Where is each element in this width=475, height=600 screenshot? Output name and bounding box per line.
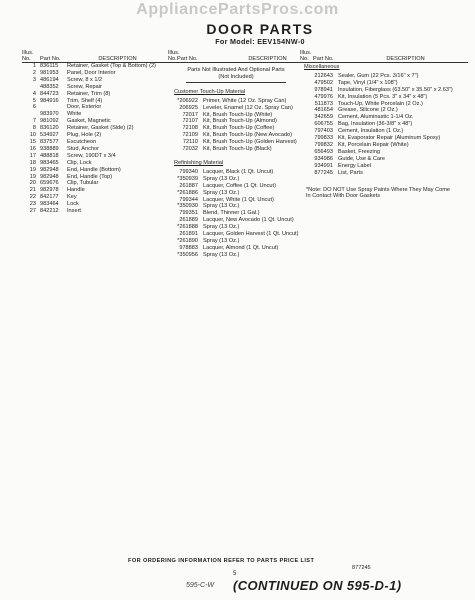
illus-number: 6 — [32, 104, 36, 111]
part-description: Lacquer, Coffee (1 Qt. Uncut) — [203, 182, 276, 189]
part-number: 799832 — [314, 141, 333, 148]
part-row — [300, 142, 468, 149]
miscellaneous-section-title: Miscellaneous — [304, 64, 340, 70]
part-row — [22, 104, 168, 111]
model-subtitle: For Model: EEV154NW-0 — [215, 37, 305, 46]
part-number: *350956 — [177, 251, 198, 258]
illus-number: 8 — [32, 125, 36, 132]
part-row — [22, 84, 168, 91]
part-row — [22, 146, 168, 153]
part-row — [168, 118, 306, 125]
part-description: Clip, Tubular — [67, 180, 99, 187]
part-number: *206922 — [177, 97, 198, 104]
touchup-section-title: Customer Touch-Up Material — [174, 88, 246, 95]
column-header — [300, 47, 468, 63]
part-row — [300, 135, 468, 142]
illus-number: 15 — [29, 138, 36, 145]
part-number: 606755 — [314, 121, 333, 128]
part-row — [22, 63, 168, 70]
part-number: 72108 — [182, 125, 198, 132]
part-row — [22, 180, 168, 187]
illus-number: 18 — [29, 159, 36, 166]
part-number: 938889 — [40, 145, 59, 152]
part-number: *261886 — [177, 189, 198, 196]
part-row — [168, 231, 306, 238]
illus-number: 3 — [32, 76, 36, 83]
part-description: Trim, Shelf (4) — [67, 97, 103, 104]
part-description: Lacquer, Golden Harvest (1 Qt. Uncut) — [203, 231, 299, 238]
continued-notice: (CONTINUED ON 595-D-1) — [233, 578, 402, 593]
part-row — [168, 146, 306, 153]
illus-number: 27 — [29, 208, 36, 215]
part-description: Screw, 190DT x 3/4 — [67, 152, 116, 159]
part-description: Kit, Brush Touch-Up (New Avocado) — [203, 132, 293, 139]
part-number: 261889 — [179, 217, 198, 224]
part-description: Insert — [67, 208, 81, 215]
part-description: Plug, Hole (2) — [67, 132, 102, 139]
part-description: Gasket, Magnetic — [67, 118, 111, 125]
illus-number: 17 — [29, 152, 36, 159]
part-description: Escutcheon — [67, 138, 97, 145]
part-description: End, Handle (Top) — [67, 173, 113, 180]
part-row — [22, 208, 168, 215]
part-description: Kit, Brush Touch-Up (Almond) — [203, 118, 277, 125]
refinishing-list — [168, 169, 306, 259]
part-row — [168, 190, 306, 197]
part-number: 206925 — [179, 104, 198, 111]
part-description: Spray (13 Oz.) — [203, 237, 240, 244]
part-number: 479976 — [314, 93, 333, 100]
part-row — [22, 174, 168, 181]
part-number: 934991 — [314, 162, 333, 169]
parts-list — [22, 63, 168, 215]
part-number: 72107 — [182, 118, 198, 125]
part-number: 486194 — [40, 76, 59, 83]
illus-number: 19 — [29, 173, 36, 180]
part-number: *261888 — [177, 224, 198, 231]
part-row — [168, 238, 306, 245]
part-description: Lacquer, Black (1 Qt. Uncut) — [203, 168, 274, 175]
part-number: 842177 — [40, 194, 59, 201]
part-number: 799833 — [314, 135, 333, 142]
part-number: 72110 — [182, 139, 198, 146]
part-description: Sealer, Gum (22 Pcs. 3/16" x 7") — [338, 72, 419, 79]
part-number: *261890 — [177, 237, 198, 244]
part-row — [168, 98, 306, 105]
part-number: 212643 — [314, 72, 333, 79]
part-description: End, Handle (Bottom) — [67, 166, 121, 173]
part-description: Screw, Repair — [67, 83, 102, 90]
illus-number: 2 — [32, 69, 36, 76]
part-description: Kit, Insulation (5 Pcs. 3" x 34" x 48") — [338, 93, 428, 100]
illus-number: 16 — [29, 145, 36, 152]
part-number: 981953 — [40, 69, 59, 76]
part-number: 261891 — [179, 231, 198, 238]
part-description: Key — [67, 194, 77, 201]
part-description: Primer, White (12 Oz. Spray Can) — [203, 97, 287, 104]
part-row — [22, 132, 168, 139]
miscellaneous-list — [300, 73, 468, 177]
part-number: 984916 — [40, 97, 59, 104]
part-number: 797403 — [314, 128, 333, 135]
part-row — [300, 80, 468, 87]
not-illustrated-note: Parts Not Illustrated And Optional Parts (Not Included) — [186, 67, 286, 83]
part-row — [168, 112, 306, 119]
part-number: 836120 — [40, 125, 59, 132]
part-row — [22, 194, 168, 201]
part-row — [168, 105, 306, 112]
part-row — [22, 153, 168, 160]
part-row — [22, 111, 168, 118]
part-number: 978883 — [179, 244, 198, 251]
part-row — [22, 118, 168, 125]
illus-number: 23 — [29, 201, 36, 208]
part-row — [22, 187, 168, 194]
part-row — [22, 160, 168, 167]
illus-number: 7 — [32, 118, 36, 125]
part-number: 534927 — [40, 132, 59, 139]
refinishing-section-title: Refinishing Material — [174, 159, 224, 166]
illus-number: 4 — [32, 90, 36, 97]
part-number: *350930 — [177, 203, 198, 210]
part-row — [300, 94, 468, 101]
part-row — [300, 101, 468, 108]
part-number: 983464 — [40, 201, 59, 208]
part-header: Part No. — [40, 56, 61, 62]
part-number: 511873 — [314, 100, 333, 107]
part-description: Kit, Brush Touch-Up (Coffee) — [203, 125, 275, 132]
part-description: Kit, Evaporator Repair (Aluminum Spoxy) — [338, 135, 441, 142]
part-row — [168, 197, 306, 204]
part-number: 844723 — [40, 90, 59, 97]
part-row — [300, 114, 468, 121]
part-number — [40, 104, 67, 111]
part-row — [300, 163, 468, 170]
part-description: Retainer, Gasket (Side) (2) — [67, 125, 134, 132]
illus-number: 20 — [29, 180, 36, 187]
part-description: Retainer, Trim (8) — [67, 90, 111, 97]
part-description: Spray (13 Oz.) — [203, 189, 240, 196]
part-row — [168, 183, 306, 190]
part-description: Insulation, Fiberglass (63.50" x 35.50" x 2.63") — [338, 86, 453, 93]
part-number: 982948 — [40, 173, 59, 180]
part-description: Retainer, Gasket (Top & Bottom) (2) — [67, 63, 156, 69]
part-row — [300, 170, 468, 177]
illus-number: 21 — [29, 187, 36, 194]
spray-paint-note: *Note: DO NOT Use Spray Paints Where They May Come In Contact With Door Gaskets — [306, 186, 451, 200]
illus-number — [22, 84, 40, 91]
part-row — [22, 139, 168, 146]
parts-column-a — [22, 47, 168, 215]
part-description: Kit, Brush Touch-Up (White) — [203, 111, 273, 118]
part-row — [168, 132, 306, 139]
part-number: 877245 — [314, 169, 333, 176]
part-number: 982948 — [40, 166, 59, 173]
part-number: 261887 — [179, 182, 198, 189]
part-number: 836115 — [40, 63, 59, 69]
part-row — [168, 217, 306, 224]
document-code: 877245 — [352, 565, 371, 571]
part-row — [22, 98, 168, 105]
part-description: Kit, Brush Touch-Up (Black) — [203, 146, 272, 153]
page-title: DOOR PARTS — [206, 21, 314, 37]
part-description: Screw, 8 x 1/2 — [67, 76, 103, 83]
part-description: Cement, Insulation (1 Oz.) — [338, 128, 404, 135]
page-number: 5 — [233, 571, 237, 577]
part-description: Spray (13 Oz.) — [203, 251, 240, 258]
part-number: 488818 — [40, 152, 59, 159]
part-row — [22, 91, 168, 98]
touchup-list — [168, 98, 306, 153]
illus-number: 10 — [29, 132, 36, 139]
part-number: 72017 — [182, 111, 198, 118]
part-row — [168, 125, 306, 132]
illus-number: 5 — [32, 97, 36, 104]
site-watermark: AppliancePartsPros.com — [136, 1, 339, 18]
part-description: Door, Exterior — [67, 104, 102, 111]
part-description: Grease, Silicone (2 Oz.) — [338, 107, 398, 114]
part-number: 934986 — [314, 155, 333, 162]
illus-number: 22 — [29, 194, 36, 201]
part-number: 983970 — [40, 111, 59, 118]
part-description: Basket, Freezing — [338, 148, 380, 155]
part-number: 978941 — [314, 86, 333, 93]
part-header: Part No. — [177, 56, 198, 62]
part-row — [22, 70, 168, 77]
part-description: Touch-Up, White Porcelain (2 Oz.) — [338, 100, 423, 107]
part-row — [300, 107, 468, 114]
part-number: *350939 — [177, 175, 198, 182]
part-description: Bag, Insulation (36-3/8" x 48") — [338, 121, 413, 128]
description-header: DESCRIPTION — [98, 56, 137, 62]
part-description: Panel, Door Interior — [67, 69, 116, 76]
part-number: 481654 — [314, 107, 333, 114]
part-description: Kit, Brush Touch-Up (Golden Harvest) — [203, 139, 297, 146]
part-row — [22, 167, 168, 174]
part-description: Kit, Porcelain Repair (White) — [338, 141, 409, 148]
illus-number: 19 — [29, 166, 36, 173]
part-row — [168, 176, 306, 183]
part-description: Energy Label — [338, 162, 371, 169]
page-header — [110, 22, 410, 46]
part-description: Lacquer, New Avocado (1 Qt. Uncut) — [203, 217, 294, 224]
part-row — [300, 121, 468, 128]
part-row — [168, 139, 306, 146]
description-header: DESCRIPTION — [248, 56, 287, 62]
part-number: 479502 — [314, 79, 333, 86]
part-row — [300, 73, 468, 80]
parts-column-c — [300, 47, 468, 200]
part-description: White — [67, 111, 82, 118]
part-row — [300, 149, 468, 156]
parts-column-b — [168, 47, 306, 259]
part-number: 72032 — [182, 146, 198, 153]
part-number: 842212 — [40, 208, 59, 215]
part-description: Spray (13 Oz.) — [203, 203, 240, 210]
part-row — [22, 201, 168, 208]
part-number: 72109 — [182, 132, 198, 139]
part-description: Blend, Thinner (1 Gal.) — [203, 210, 260, 217]
part-description: Spray (13 Oz.) — [203, 175, 240, 182]
illus-header: Illus. No. — [300, 50, 312, 62]
part-header: Part No. — [313, 56, 334, 62]
illus-number: 1 — [32, 63, 36, 69]
part-description: Leveler, Enamel (12 Oz. Spray Can) — [203, 104, 293, 111]
part-row — [22, 77, 168, 84]
part-row — [168, 245, 306, 252]
part-description: Tape, Vinyl (1/4" x 108") — [338, 79, 398, 86]
part-number: 799340 — [179, 168, 198, 175]
ordering-info: FOR ORDERING INFORMATION REFER TO PARTS PRICE LIST — [128, 558, 315, 564]
part-number: 799344 — [179, 196, 198, 203]
part-number: 981092 — [40, 118, 59, 125]
column-header — [22, 47, 168, 63]
part-number: 659676 — [40, 180, 59, 187]
part-number: 342659 — [314, 114, 333, 121]
part-row — [300, 87, 468, 94]
part-row — [22, 125, 168, 132]
column-header — [168, 47, 306, 63]
part-row — [168, 252, 306, 259]
part-description: Lock — [67, 201, 79, 208]
part-row — [168, 210, 306, 217]
part-description: List, Parts — [338, 169, 363, 176]
part-row — [300, 156, 468, 163]
part-row — [168, 224, 306, 231]
part-description: Lacquer, Almond (1 Qt. Uncut) — [203, 244, 279, 251]
part-number: 488352 — [40, 83, 59, 90]
part-row — [300, 128, 468, 135]
part-description: Guide, Use & Care — [338, 155, 385, 162]
handwritten-page-ref: 595-C-W — [186, 582, 215, 589]
part-number: 656493 — [314, 148, 333, 155]
part-number: 983465 — [40, 159, 59, 166]
part-row — [168, 169, 306, 176]
part-row — [168, 203, 306, 210]
part-description: Spray (13 Oz.) — [203, 224, 240, 231]
illus-number — [22, 111, 40, 118]
part-description: Lacquer, White (1 Qt. Uncut) — [203, 196, 274, 203]
part-description: Clip, Lock — [67, 159, 92, 166]
part-number: 799351 — [179, 210, 198, 217]
illus-header: Illus. No. — [168, 50, 180, 62]
part-description: Handle — [67, 187, 85, 194]
part-description: Cement, Aluminastic 1-1/4 Oz. — [338, 114, 414, 121]
part-number: 837577 — [40, 138, 59, 145]
part-description: Stud, Anchor — [67, 145, 100, 152]
part-number: 982978 — [40, 187, 59, 194]
illus-header: Illus. No. — [22, 50, 34, 62]
description-header: DESCRIPTION — [386, 56, 425, 62]
